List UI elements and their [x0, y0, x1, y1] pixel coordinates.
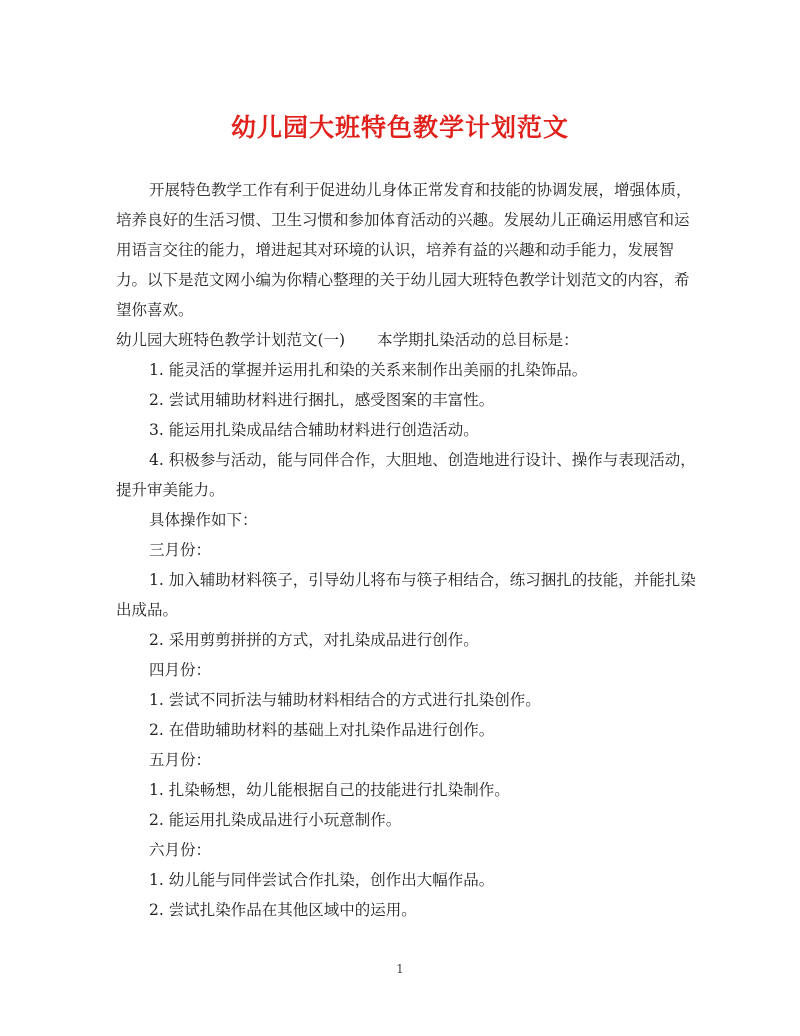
- goal-item: 3. 能运用扎染成品结合辅助材料进行创造活动。: [149, 421, 479, 439]
- month-item: 1. 幼儿能与同伴尝试合作扎染，创作出大幅作品。: [149, 871, 495, 889]
- page-number: 1: [396, 962, 404, 976]
- month-item: 2. 尝试扎染作品在其他区域中的运用。: [149, 901, 417, 919]
- goal-item: 1. 能灵活的掌握并运用扎和染的关系来制作出美丽的扎染饰品。: [149, 361, 588, 379]
- section-title: 幼儿园大班特色教学计划范文(一): [116, 331, 346, 349]
- month-item: 2. 采用剪剪拼拼的方式，对扎染成品进行创作。: [149, 631, 479, 649]
- document-body: [116, 175, 698, 925]
- month-item: 1. 尝试不同折法与辅助材料相结合的方式进行扎染创作。: [149, 691, 541, 709]
- month-label: 三月份：: [149, 541, 212, 559]
- month-item: 2. 在借助辅助材料的基础上对扎染作品进行创作。: [149, 721, 495, 739]
- month-label: 六月份：: [149, 841, 212, 859]
- month-label: 五月份：: [149, 751, 212, 769]
- operations-heading: 具体操作如下：: [149, 511, 258, 529]
- month-label: 四月份：: [149, 661, 212, 679]
- section-heading-line: [116, 325, 698, 355]
- month-item: 1. 加入辅助材料筷子，引导幼儿将布与筷子相结合，练习捆扎的技能，并能扎染出成品。: [116, 571, 696, 619]
- intro-paragraph: 开展特色教学工作有利于促进幼儿身体正常发育和技能的协调发展，增强体质，培养良好的生活习惯、卫生习惯和参加体育活动的兴趣。发展幼儿正确运用感官和运用语言交往的能力，增进起其对环境的认识，培养有益的兴趣和动手能力，发展智力。以下是范文网小编为你精心整理的关于幼儿园大班特色教学计划范文的内容，希望你喜欢。: [116, 181, 692, 319]
- goal-item: 2. 尝试用辅助材料进行捆扎，感受图案的丰富性。: [149, 391, 495, 409]
- month-item: 1. 扎染畅想，幼儿能根据自己的技能进行扎染制作。: [149, 781, 510, 799]
- goal-item: 4. 积极参与活动，能与同伴合作，大胆地、创造地进行设计、操作与表现活动，提升审美能力。: [116, 451, 696, 499]
- document-title: 幼儿园大班特色教学计划范文: [230, 113, 569, 142]
- month-item: 2. 能运用扎染成品进行小玩意制作。: [149, 811, 402, 829]
- goal-heading: 本学期扎染活动的总目标是：: [377, 331, 579, 349]
